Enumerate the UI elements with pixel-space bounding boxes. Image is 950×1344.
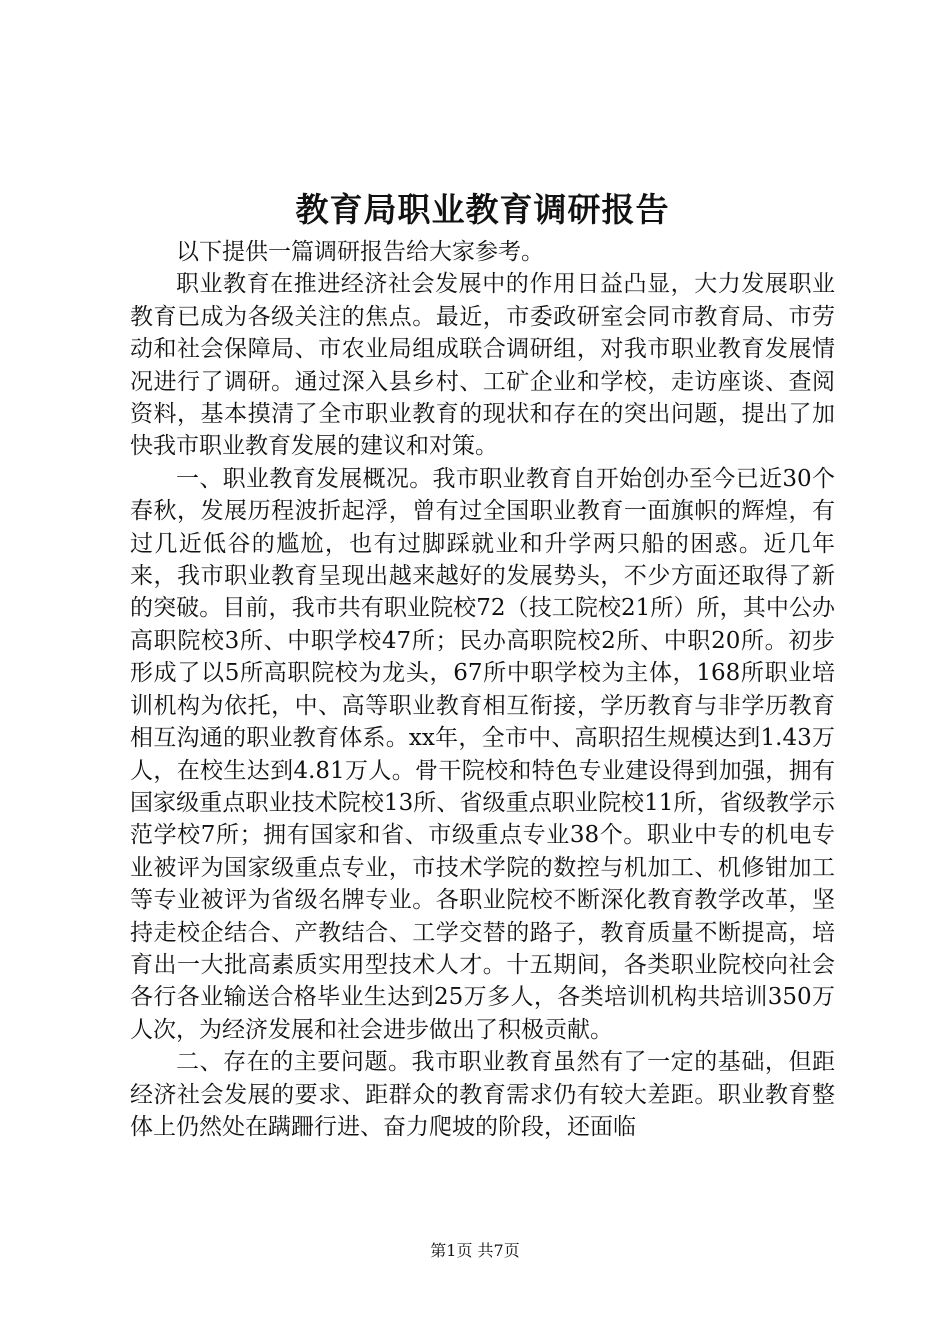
paragraph-background: 职业教育在推进经济社会发展中的作用日益凸显，大力发展职业教育已成为各级关注的焦点。最近，市委政研室会同市教育局、市劳动和社会保障局、市农业局组成联合调研组，对我市职业教育发展情况进行了调研。通过深入县乡村、工矿企业和学校，走访座谈、查阅资料，基本摸清了全市职业教育的现状和存在的突出问题，提出了加快我市职业教育发展的建议和对策。 xyxy=(130,271,835,460)
page-footer: 第1页 共7页 xyxy=(430,1241,520,1260)
document-page xyxy=(130,186,835,1143)
paragraph-problems: 二、存在的主要问题。我市职业教育虽然有了一定的基础，但距经济社会发展的要求、距群众的教育需求仍有较大差距。职业教育整体上仍然处在蹒跚行进、奋力爬坡的阶段，还面临 xyxy=(130,1049,835,1140)
document-title: 教育局职业教育调研报告 xyxy=(295,190,670,229)
paragraph-intro: 以下提供一篇调研报告给大家参考。 xyxy=(176,239,544,265)
paragraph-overview: 一、职业教育发展概况。我市职业教育自开始创办至今已近30个春秋，发展历程波折起浮，曾有过全国职业教育一面旗帜的辉煌，有过几近低谷的尴尬，也有过脚踩就业和升学两只船的困惑。近几年来，我市职业教育呈现出越来越好的发展势头，不少方面还取得了新的突破。目前，我市共有职业院校72（技工院校21所）所，其中公办高职院校3所、中职学校47所；民办高职院校2所、中职20所。初步形成了以5所高职院校为龙头，67所中职学校为主体，168所职业培训机构为依托，中、高等职业教育相互衔接，学历教育与非学历教育相互沟通的职业教育体系。xx年，全市中、高职招生规模达到1.43万人，在校生达到4.81万人。骨干院校和特色专业建设得到加强，拥有国家级重点职业技术院校13所、省级重点职业院校11所，省级教学示范学校7所；拥有国家和省、市级重点专业38个。职业中专的机电专业被评为国家级重点专业，市技术学院的数控与机加工、机修钳加工等专业被评为省级名牌专业。各职业院校不断深化教育教学改革，坚持走校企结合、产教结合、工学交替的路子，教育质量不断提高，培育出一大批高素质实用型技术人才。十五期间，各类职业院校向社会各行各业输送合格毕业生达到25万多人，各类培训机构共培训350万人次，为经济发展和社会进步做出了积极贡献。 xyxy=(130,465,835,1043)
